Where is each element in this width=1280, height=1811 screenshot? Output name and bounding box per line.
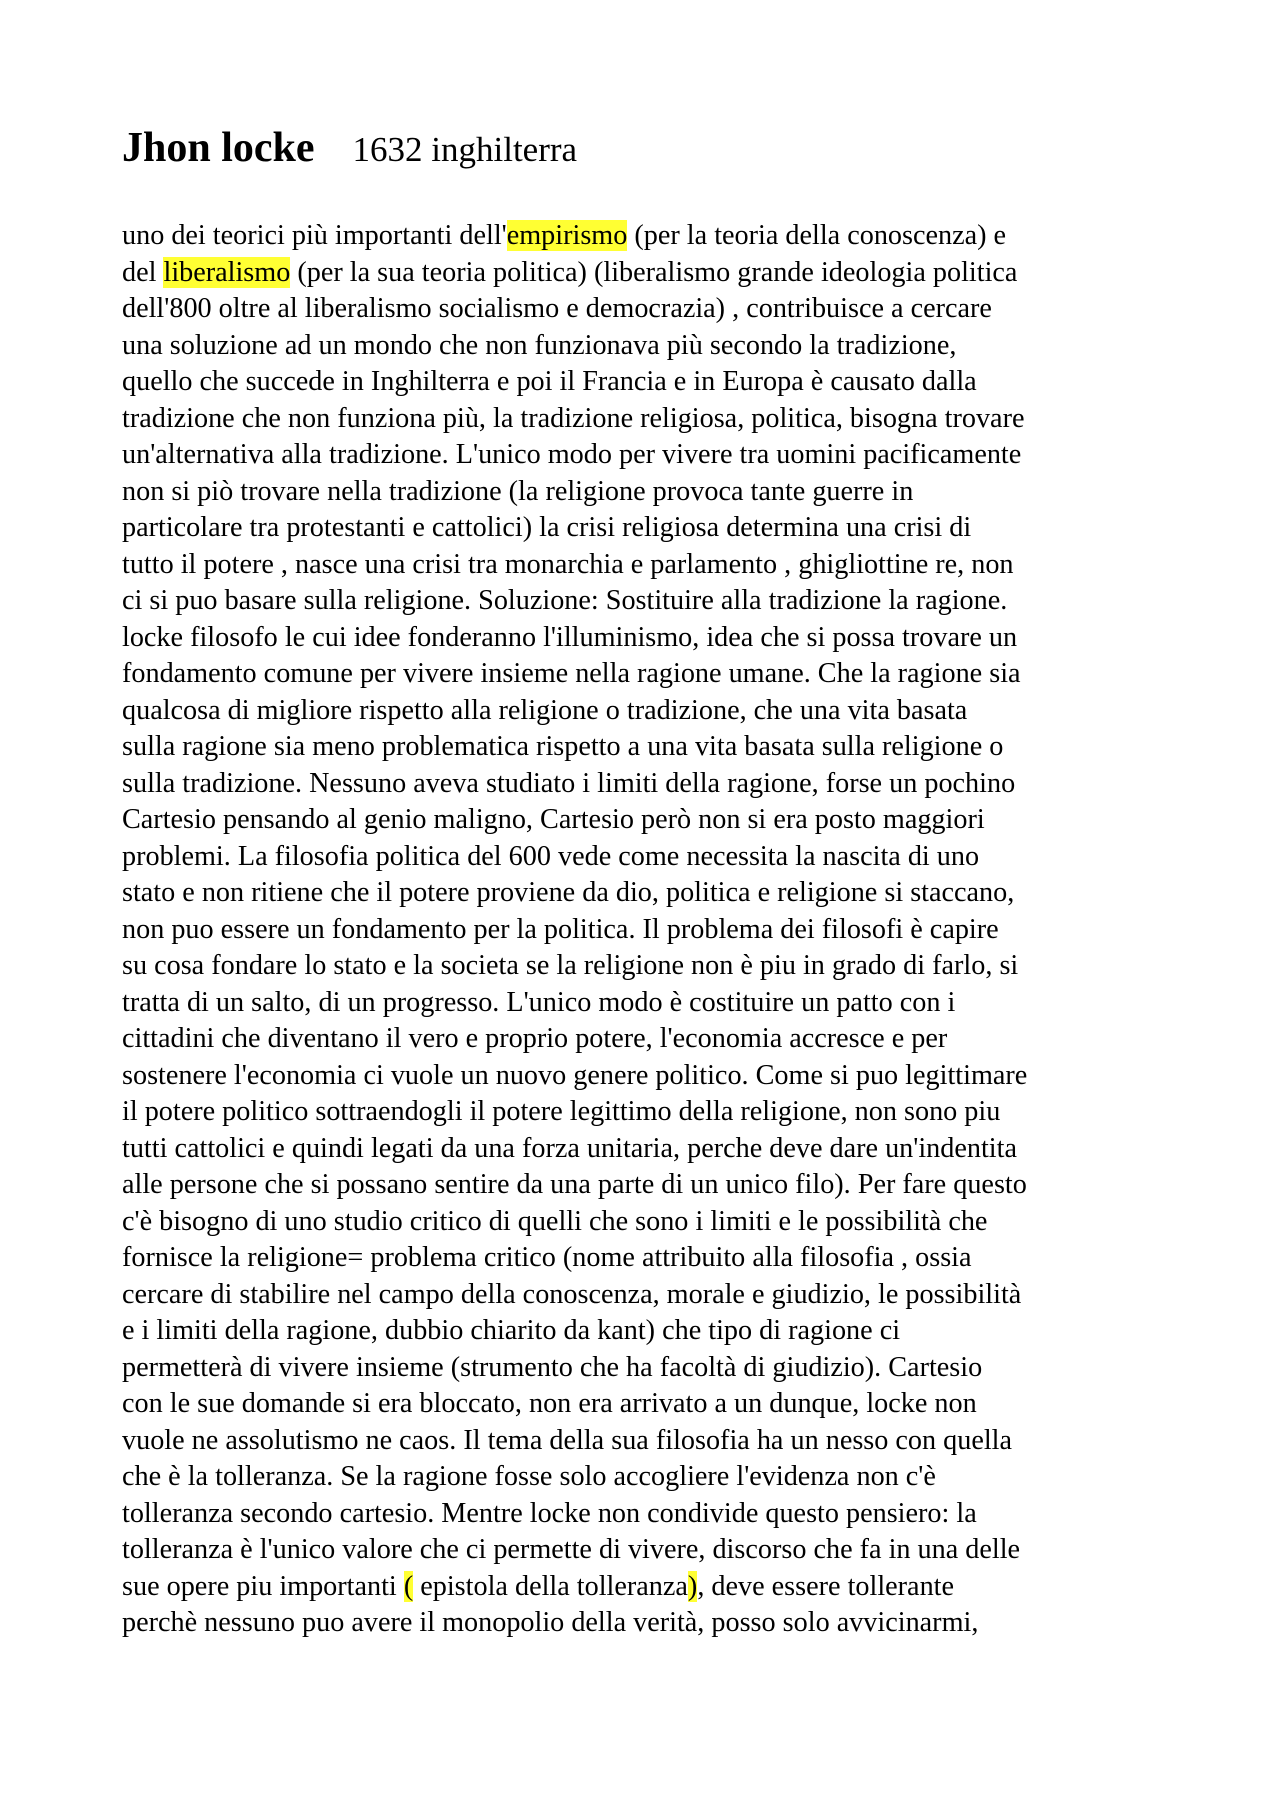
text-line (122, 802, 1182, 839)
text-line (122, 839, 1182, 876)
text-line (122, 1021, 1182, 1058)
text-segment: ci si puo basare sulla religione. Soluzione: Sostituire alla tradizione la ragione. (122, 585, 1008, 616)
text-line (122, 328, 1182, 365)
text-segment: epistola della tolleranza (413, 1570, 688, 1602)
text-segment: sulla ragione sia meno problematica rispetto a una vita basata sulla religione o (122, 731, 1004, 762)
text-line (122, 291, 1182, 328)
text-line (122, 218, 1182, 255)
text-line (122, 1423, 1182, 1460)
text-line (122, 401, 1182, 438)
highlighted-text: ( (403, 1570, 414, 1602)
body-paragraph (122, 218, 1182, 1642)
text-line (122, 985, 1182, 1022)
text-segment: qualcosa di migliore rispetto alla religione o tradizione, che una vita basata (122, 694, 968, 726)
text-segment: c'è bisogno di uno studio critico di quelli che sono i limiti e le possibilità che (122, 1205, 988, 1237)
text-line (122, 620, 1182, 657)
text-line (122, 948, 1182, 985)
text-segment: permetterà di vivere insieme (strumento che ha facoltà di giudizio). Cartesio (122, 1351, 983, 1383)
text-segment: un'alternativa alla tradizione. L'unico modo per vivere tra uomini pacificamente (122, 439, 1022, 470)
text-line (122, 547, 1182, 584)
text-segment: (per la teoria della conoscenza) e (627, 220, 1007, 251)
text-segment: uno dei teorici più importanti dell' (122, 220, 507, 251)
text-line (122, 1094, 1182, 1131)
text-line (122, 1532, 1182, 1569)
text-segment: che è la tolleranza. Se la ragione fosse solo accogliere l'evidenza non c'è (122, 1461, 936, 1492)
text-line (122, 912, 1182, 949)
text-line (122, 1605, 1182, 1642)
text-line (122, 1131, 1182, 1168)
text-line (122, 729, 1182, 766)
text-segment: fondamento comune per vivere insieme nella ragione umane. Che la ragione sia (122, 658, 1021, 689)
text-segment: con le sue domande si era bloccato, non era arrivato a un dunque, locke non (122, 1388, 977, 1419)
text-segment: sulla tradizione. Nessuno aveva studiato i limiti della ragione, forse un pochino (122, 767, 1016, 799)
text-segment: tutto il potere , nasce una crisi tra monarchia e parlamento , ghigliottine re, non (122, 548, 1014, 580)
text-line (122, 510, 1182, 547)
text-line (122, 1496, 1182, 1533)
text-line (122, 437, 1182, 474)
text-segment: alle persone che si possano sentire da una parte di un unico filo). Per fare questo (122, 1169, 1027, 1200)
text-line (122, 1277, 1182, 1314)
text-segment: stato e non ritiene che il potere proviene da dio, politica e religione si staccano, (122, 877, 1015, 908)
text-segment: tolleranza secondo cartesio. Mentre locke non condivide questo pensiero: la (122, 1497, 977, 1529)
text-segment: tradizione che non funziona più, la tradizione religiosa, politica, bisogna trovare (122, 402, 1025, 434)
text-line (122, 656, 1182, 693)
text-segment: dell'800 oltre al liberalismo socialismo e democrazia) , contribuisce a cercare (122, 293, 992, 324)
text-segment: cercare di stabilire nel campo della conoscenza, morale e giudizio, le possibilità (122, 1278, 1022, 1310)
text-segment: del (122, 256, 164, 288)
text-segment: sostenere l'economia ci vuole un nuovo genere politico. Come si puo legittimare (122, 1059, 1028, 1091)
text-segment: cittadini che diventano il vero e proprio potere, l'economia accresce e per (122, 1023, 948, 1054)
text-line (122, 1350, 1182, 1387)
text-segment: non puo essere un fondamento per la politica. Il problema dei filosofi è capire (122, 913, 999, 945)
text-segment: una soluzione ad un mondo che non funzionava più secondo la tradizione, (122, 329, 957, 361)
text-line (122, 364, 1182, 401)
text-line (122, 693, 1182, 730)
text-line (122, 255, 1182, 292)
text-segment: il potere politico sottraendogli il potere legittimo della religione, non sono piu (122, 1096, 1001, 1127)
text-line (122, 474, 1182, 511)
highlighted-text: ) (687, 1570, 698, 1602)
text-line (122, 1167, 1182, 1204)
text-segment: fornisce la religione= problema critico (nome attribuito alla filosofia , ossia (122, 1242, 972, 1273)
text-segment: perchè nessuno puo avere il monopolio della verità, posso solo avvicinarmi, (122, 1607, 979, 1638)
text-segment: tolleranza è l'unico valore che ci permette di vivere, discorso che fa in una delle (122, 1534, 1021, 1565)
text-line (122, 1459, 1182, 1496)
text-segment: particolare tra protestanti e cattolici) la crisi religiosa determina una crisi di (122, 512, 972, 543)
text-segment: tratta di un salto, di un progresso. L'unico modo è costituire un patto con i (122, 986, 956, 1018)
text-segment: e i limiti della ragione, dubbio chiarito da kant) che tipo di ragione ci (122, 1315, 901, 1346)
title-name: Jhon locke (122, 125, 315, 171)
text-segment: sue opere piu importanti (122, 1570, 404, 1602)
text-segment: locke filosofo le cui idee fonderanno l'illuminismo, idea che si possa trovare un (122, 621, 1018, 653)
text-line (122, 1204, 1182, 1241)
text-line (122, 1313, 1182, 1350)
text-segment: quello che succede in Inghilterra e poi il Francia e in Europa è causato dalla (122, 366, 977, 397)
highlighted-text: empirismo (506, 220, 628, 251)
text-segment: tutti cattolici e quindi legati da una forza unitaria, perche deve dare un'indentita (122, 1132, 1017, 1164)
title-subtitle: 1632 inghilterra (352, 130, 578, 169)
text-line (122, 1569, 1182, 1606)
text-line (122, 1058, 1182, 1095)
highlighted-text: liberalismo (163, 256, 291, 288)
text-segment: vuole ne assolutismo ne caos. Il tema della sua filosofia ha un nesso con quella (122, 1424, 1013, 1456)
text-segment: , deve essere tollerante (697, 1570, 955, 1602)
text-segment: problemi. La filosofia politica del 600 vede come necessita la nascita di uno (122, 840, 980, 872)
page-title (122, 124, 577, 172)
text-segment: (per la sua teoria politica) (liberalismo grande ideologia politica (290, 256, 1018, 288)
text-line (122, 1240, 1182, 1277)
text-segment: non si piò trovare nella tradizione (la religione provoca tante guerre in (122, 475, 914, 507)
text-segment: Cartesio pensando al genio maligno, Cartesio però non si era posto maggiori (122, 804, 985, 835)
text-line (122, 1386, 1182, 1423)
text-line (122, 766, 1182, 803)
text-line (122, 875, 1182, 912)
text-line (122, 583, 1182, 620)
text-segment: su cosa fondare lo stato e la societa se la religione non è piu in grado di farlo, si (122, 950, 1019, 981)
